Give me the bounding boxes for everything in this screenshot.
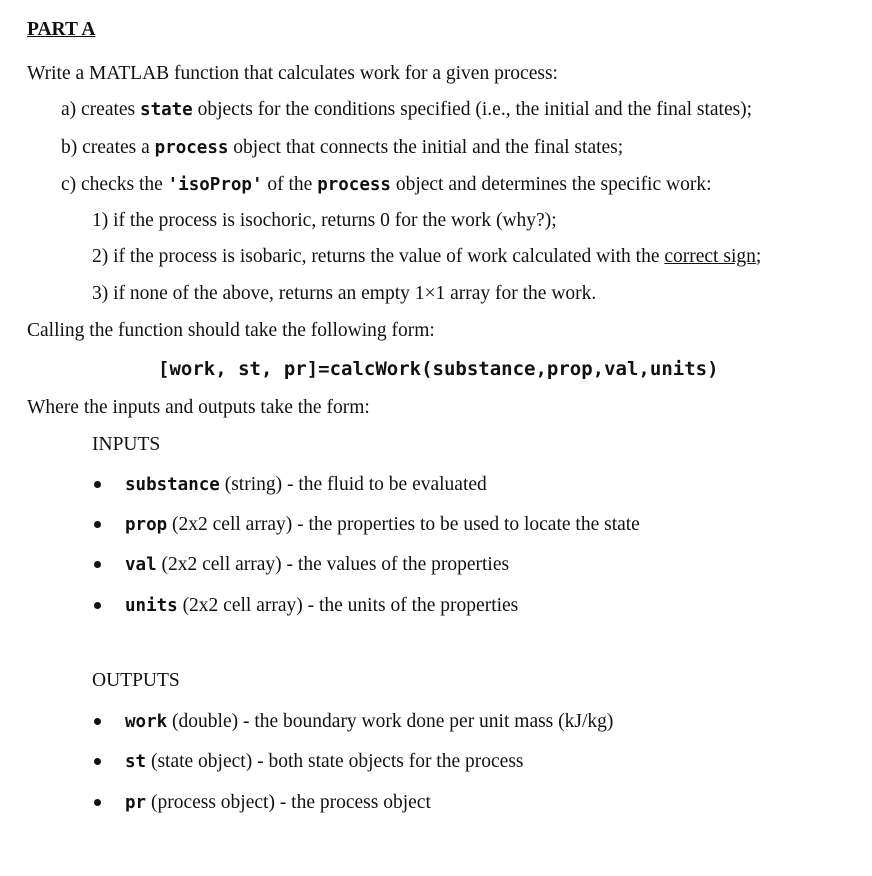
bullet-icon — [94, 718, 101, 725]
step-a-suffix: objects for the conditions specified (i.e., the initial and the final states); — [197, 99, 753, 120]
io-intro: Where the inputs and outputs take the form: — [27, 397, 370, 418]
calling-syntax: [work, st, pr]=calcWork(substance,prop,val,units) — [158, 358, 719, 380]
input-name: substance — [125, 475, 220, 495]
calling-intro: Calling the function should take the following form: — [27, 320, 435, 341]
output-desc: (double) - the boundary work done per unit mass (kJ/kg) — [172, 711, 614, 732]
bullet-icon — [94, 561, 101, 568]
list-item — [125, 553, 509, 577]
step-c — [61, 173, 712, 197]
output-name: st — [125, 752, 147, 772]
list-item — [125, 594, 518, 618]
output-name: work — [125, 712, 168, 732]
bullet-icon — [94, 521, 101, 528]
step-c-mid: of the — [267, 174, 313, 195]
input-desc: (2x2 cell array) - the values of the properties — [161, 554, 510, 575]
step-c-suffix: object and determines the specific work: — [395, 174, 712, 195]
output-name: pr — [125, 793, 147, 813]
input-desc: (2x2 cell array) - the units of the properties — [182, 595, 519, 616]
bullet-icon — [94, 799, 101, 806]
output-desc: (process object) - the process object — [150, 792, 431, 813]
step-c-code1: 'isoProp' — [167, 175, 263, 195]
step-a-prefix: a) creates — [61, 99, 136, 120]
input-name: prop — [125, 515, 168, 535]
step-a — [61, 98, 752, 122]
substep-2-suffix: ; — [755, 246, 762, 267]
list-item — [125, 513, 640, 537]
substep-2 — [92, 245, 761, 269]
step-c-prefix: c) checks the — [61, 174, 163, 195]
substep-2-prefix: 2) if the process is isobaric, returns the value of work calculated with the — [92, 246, 660, 267]
page-title: PART A — [27, 19, 96, 40]
bullet-icon — [94, 602, 101, 609]
list-item — [125, 710, 613, 734]
bullet-icon — [94, 758, 101, 765]
substep-3: 3) if none of the above, returns an empty 1×1 array for the work. — [92, 283, 597, 304]
step-a-code: state — [140, 100, 193, 120]
intro-text: Write a MATLAB function that calculates work for a given process: — [27, 63, 558, 84]
input-name: units — [125, 596, 178, 616]
input-desc: (string) - the fluid to be evaluated — [224, 474, 487, 495]
inputs-heading: INPUTS — [92, 434, 161, 455]
output-desc: (state object) - both state objects for the process — [150, 751, 524, 772]
step-c-code2: process — [317, 175, 391, 195]
step-b — [61, 136, 623, 160]
step-b-prefix: b) creates a — [61, 137, 150, 158]
list-item — [125, 791, 431, 815]
input-desc: (2x2 cell array) - the properties to be used to locate the state — [172, 514, 640, 535]
step-b-code: process — [154, 138, 229, 158]
step-b-suffix: object that connects the initial and the final states; — [233, 137, 624, 158]
input-name: val — [125, 555, 157, 575]
list-item — [125, 750, 524, 774]
bullet-icon — [94, 481, 101, 488]
outputs-heading: OUTPUTS — [92, 670, 180, 691]
list-item — [125, 473, 487, 497]
substep-2-underlined: correct sign — [664, 246, 756, 267]
substep-1: 1) if the process is isochoric, returns 0 for the work (why?); — [92, 210, 557, 231]
